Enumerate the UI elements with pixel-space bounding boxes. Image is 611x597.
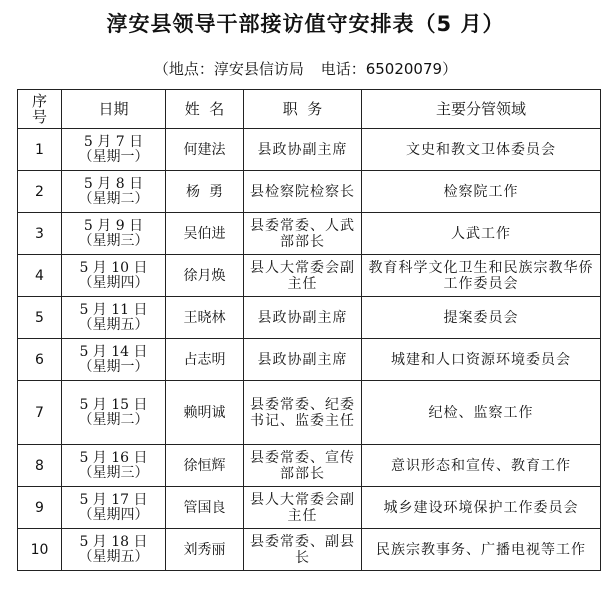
table-row xyxy=(18,339,601,381)
row-date-weekday: （星期一） xyxy=(78,148,149,165)
row-date-day: 5 月 8 日 xyxy=(83,175,144,192)
row-name: 刘秀丽 xyxy=(166,529,244,571)
row-seq: 3 xyxy=(18,213,62,255)
row-duty: 县检察院检察长 xyxy=(244,171,362,213)
row-duty: 县政协副主席 xyxy=(244,129,362,171)
table-row xyxy=(18,171,601,213)
row-date xyxy=(62,487,166,529)
phone-text: 电话：65020079） xyxy=(320,60,458,78)
row-date-day: 5 月 17 日 xyxy=(79,491,148,508)
row-name: 徐恒辉 xyxy=(166,445,244,487)
row-date xyxy=(62,529,166,571)
row-seq: 1 xyxy=(18,129,62,171)
row-date xyxy=(62,171,166,213)
row-seq: 2 xyxy=(18,171,62,213)
row-date xyxy=(62,381,166,445)
row-date-weekday: （星期二） xyxy=(78,411,149,428)
table-row xyxy=(18,213,601,255)
row-area: 意识形态和宣传、教育工作 xyxy=(362,445,601,487)
row-date-weekday: （星期三） xyxy=(78,232,149,249)
row-duty: 县人大常委会副主任 xyxy=(244,255,362,297)
row-date-weekday: （星期一） xyxy=(78,358,149,375)
row-date-weekday: （星期四） xyxy=(78,506,149,523)
row-seq: 9 xyxy=(18,487,62,529)
row-date xyxy=(62,255,166,297)
row-seq: 4 xyxy=(18,255,62,297)
table-row xyxy=(18,487,601,529)
duty-roster-table xyxy=(17,89,601,571)
row-date-day: 5 月 15 日 xyxy=(79,396,148,413)
row-area: 教育科学文化卫生和民族宗教华侨工作委员会 xyxy=(362,255,601,297)
table-row xyxy=(18,297,601,339)
row-date-day: 5 月 10 日 xyxy=(79,259,148,276)
row-name: 占志明 xyxy=(166,339,244,381)
row-date-weekday: （星期三） xyxy=(78,464,149,481)
row-date-weekday: （星期四） xyxy=(78,274,149,291)
row-date xyxy=(62,213,166,255)
row-date-day: 5 月 16 日 xyxy=(79,449,148,466)
row-name: 王晓林 xyxy=(166,297,244,339)
row-area: 提案委员会 xyxy=(362,297,601,339)
row-duty: 县委常委、宣传部部长 xyxy=(244,445,362,487)
row-date-day: 5 月 9 日 xyxy=(83,217,144,234)
row-name: 杨 勇 xyxy=(166,171,244,213)
row-date-day: 5 月 14 日 xyxy=(79,343,148,360)
row-seq: 7 xyxy=(18,381,62,445)
table-row xyxy=(18,529,601,571)
row-name: 徐月焕 xyxy=(166,255,244,297)
row-area: 纪检、监察工作 xyxy=(362,381,601,445)
row-area: 民族宗教事务、广播电视等工作 xyxy=(362,529,601,571)
subtitle xyxy=(0,58,611,79)
row-date xyxy=(62,297,166,339)
header-area: 主要分管领域 xyxy=(362,90,601,129)
row-seq: 5 xyxy=(18,297,62,339)
row-name: 吴伯进 xyxy=(166,213,244,255)
row-date xyxy=(62,445,166,487)
table-row xyxy=(18,381,601,445)
header-name: 姓 名 xyxy=(166,90,244,129)
row-duty: 县政协副主席 xyxy=(244,297,362,339)
row-date-weekday: （星期二） xyxy=(78,190,149,207)
row-name: 管国良 xyxy=(166,487,244,529)
row-area: 城乡建设环境保护工作委员会 xyxy=(362,487,601,529)
header-seq-top: 序 xyxy=(31,92,47,110)
row-duty: 县人大常委会副主任 xyxy=(244,487,362,529)
row-area: 文史和教文卫体委员会 xyxy=(362,129,601,171)
table-row xyxy=(18,255,601,297)
row-area: 城建和人口资源环境委员会 xyxy=(362,339,601,381)
header-duty: 职 务 xyxy=(244,90,362,129)
table-row xyxy=(18,129,601,171)
header-date: 日期 xyxy=(62,90,166,129)
row-area: 人武工作 xyxy=(362,213,601,255)
row-seq: 8 xyxy=(18,445,62,487)
row-duty: 县委常委、纪委书记、监委主任 xyxy=(244,381,362,445)
row-duty: 县委常委、副县长 xyxy=(244,529,362,571)
row-date-weekday: （星期五） xyxy=(78,548,149,565)
row-duty: 县政协副主席 xyxy=(244,339,362,381)
row-date-day: 5 月 18 日 xyxy=(79,533,148,550)
row-date xyxy=(62,129,166,171)
row-date-day: 5 月 11 日 xyxy=(79,301,148,318)
row-date xyxy=(62,339,166,381)
page-title: 淳安县领导干部接访值守安排表（5 月） xyxy=(106,12,505,36)
row-seq: 10 xyxy=(18,529,62,571)
row-date-day: 5 月 7 日 xyxy=(83,133,144,150)
row-name: 何建法 xyxy=(166,129,244,171)
row-name: 赖明诚 xyxy=(166,381,244,445)
row-area: 检察院工作 xyxy=(362,171,601,213)
table-row xyxy=(18,445,601,487)
header-seq xyxy=(18,90,62,129)
row-date-weekday: （星期五） xyxy=(78,316,149,333)
header-seq-bottom: 号 xyxy=(31,108,47,126)
row-seq: 6 xyxy=(18,339,62,381)
location-text: （地点：淳安县信访局 xyxy=(153,60,304,78)
row-duty: 县委常委、人武部部长 xyxy=(244,213,362,255)
table-header-row xyxy=(18,90,601,129)
